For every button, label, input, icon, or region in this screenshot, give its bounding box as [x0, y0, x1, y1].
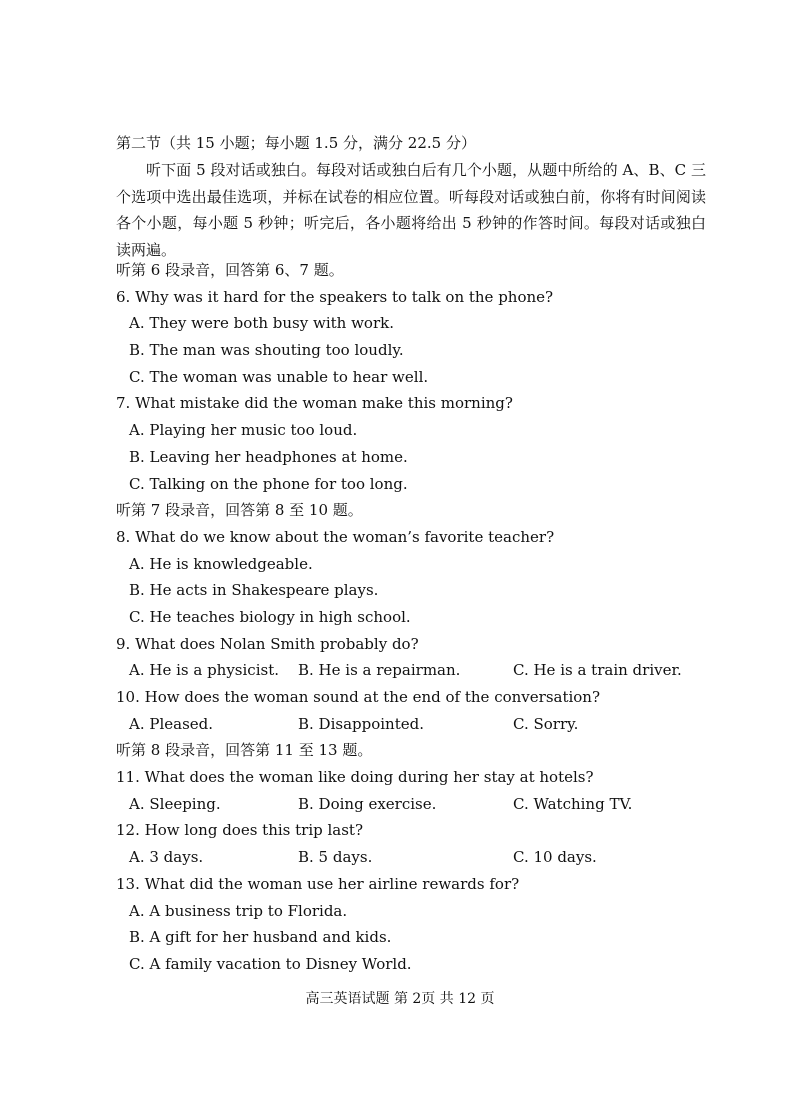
question-12-options [116, 844, 716, 871]
question-9-option-c: C. He is a train driver. [513, 661, 682, 680]
question-13: 13. What did the woman use her airline rewards for? [116, 874, 520, 893]
question-13-option-a: A. A business trip to Florida. [129, 901, 348, 920]
question-11-option-a: A. Sleeping. [129, 794, 221, 813]
question-9-options [116, 657, 716, 684]
questions-block [116, 257, 716, 978]
question-6: 6. Why was it hard for the speakers to talk on the phone? [116, 287, 554, 306]
question-11: 11. What does the woman like doing during her stay at hotels? [116, 768, 594, 787]
question-6-option-b: B. The man was shouting too loudly. [129, 341, 404, 360]
question-13-option-c: C. A family vacation to Disney World. [129, 954, 412, 973]
question-13-option-b: B. A gift for her husband and kids. [129, 928, 392, 947]
question-7-option-c: C. Talking on the phone for too long. [129, 474, 408, 493]
question-12: 12. How long does this trip last? [116, 821, 364, 840]
question-10-options [116, 711, 716, 738]
question-10-option-a: A. Pleased. [129, 714, 214, 733]
section-instructions: 听下面 5 段对话或独白。每段对话或独白后有几个小题，从题中所给的 A、B、C 三个选项中选出最佳选项，并标在试卷的相应位置。听每段对话或独白前，你将有时间阅读各个小题，每小题 5 秒钟；听完后，各小题将给出 5 秒钟的作答时间。每段对话或独白读两遍。 [116, 161, 706, 259]
question-9: 9. What does Nolan Smith probably do? [116, 634, 419, 653]
question-10-option-b: B. Disappointed. [298, 714, 424, 733]
question-8-option-a: A. He is knowledgeable. [129, 554, 313, 573]
question-8: 8. What do we know about the woman’s favorite teacher? [116, 527, 555, 546]
question-11-options [116, 791, 716, 818]
question-11-option-b: B. Doing exercise. [298, 794, 437, 813]
question-12-option-b: B. 5 days. [298, 848, 373, 867]
question-12-option-c: C. 10 days. [513, 848, 597, 867]
question-9-option-b: B. He is a repairman. [298, 661, 461, 680]
question-7-option-a: A. Playing her music too loud. [129, 421, 358, 440]
question-6-option-a: A. They were both busy with work. [129, 314, 394, 333]
section-title: 第二节（共 15 小题；每小题 1.5 分，满分 22.5 分） [116, 134, 476, 152]
group-heading-8: 听第 8 段录音，回答第 11 至 13 题。 [116, 741, 373, 760]
question-11-option-c: C. Watching TV. [513, 794, 633, 813]
question-8-option-b: B. He acts in Shakespeare plays. [129, 581, 379, 600]
question-10: 10. How does the woman sound at the end of the conversation? [116, 688, 601, 706]
question-9-option-a: A. He is a physicist. [129, 661, 279, 680]
question-7: 7. What mistake did the woman make this morning? [116, 394, 513, 413]
group-heading-7: 听第 7 段录音，回答第 8 至 10 题。 [116, 501, 363, 520]
question-7-option-b: B. Leaving her headphones at home. [129, 447, 408, 466]
group-heading-6: 听第 6 段录音，回答第 6、7 题。 [116, 261, 344, 279]
page-footer: 高三英语试题 第 2页 共 12 页 [305, 991, 495, 1007]
question-6-option-c: C. The woman was unable to hear well. [129, 367, 429, 386]
question-8-option-c: C. He teaches biology in high school. [129, 607, 411, 626]
question-10-option-c: C. Sorry. [513, 714, 579, 733]
question-12-option-a: A. 3 days. [129, 848, 204, 867]
